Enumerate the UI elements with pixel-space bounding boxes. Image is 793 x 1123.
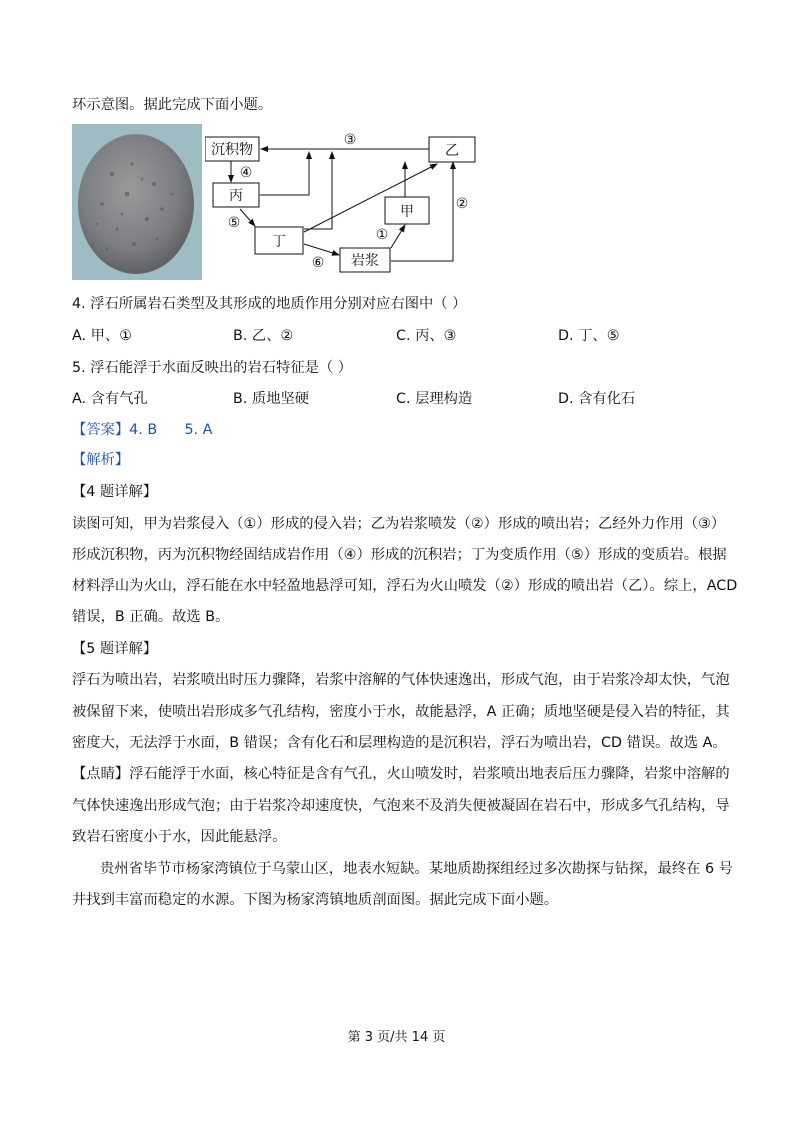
detail4-line-4: 错误，B 正确。故选 B。 — [72, 609, 230, 625]
q4-stem: 4. 浮石所属岩石类型及其形成的地质作用分别对应右图中（ ） — [72, 296, 467, 312]
detail4-line-2: 形成沉积物，丙为沉积物经固结成岩作用（④）形成的沉积岩；丁为变质作用（⑤）形成的变质岩。根据 — [72, 547, 727, 563]
analysis-label: 【解析】 — [72, 452, 130, 468]
q5-option-c: C. 层理构造 — [396, 391, 473, 407]
q5-option-a: A. 含有气孔 — [72, 391, 148, 407]
detail4-line-3: 材料浮山为火山，浮石能在水中轻盈地悬浮可知，浮石为火山喷发（②）形成的喷出岩（乙）。综上，ACD — [72, 578, 738, 594]
label-magma: 岩浆 — [351, 253, 379, 269]
page-footer: 第 3 页/共 14 页 — [347, 1030, 446, 1045]
arrow-label-4: ④ — [239, 165, 253, 181]
q4-option-c: C. 丙、③ — [396, 328, 457, 344]
q5-option-d: D. 含有化石 — [558, 391, 636, 407]
arrow-label-2: ② — [455, 196, 469, 212]
q4-option-b: B. 乙、② — [233, 328, 294, 344]
arrow-label-1: ① — [375, 227, 389, 243]
detail4-line-1: 读图可知，甲为岩浆侵入（①）形成的侵入岩；乙为岩浆喷发（②）形成的喷出岩；乙经外力作用（③） — [72, 516, 726, 532]
tip-line-2: 气体快速逸出形成气泡；由于岩浆冷却速度快，气泡来不及消失便被凝固在岩石中，形成多气孔结构，导 — [72, 798, 730, 814]
passage-line-2: 井找到丰富而稳定的水源。下图为杨家湾镇地质剖面图。据此完成下面小题。 — [72, 892, 559, 908]
arrow-label-5: ⑤ — [227, 215, 241, 231]
detail5-title: 【5 题详解】 — [72, 641, 158, 657]
label-ding: 丁 — [272, 234, 286, 250]
q4-option-a: A. 甲、① — [72, 328, 133, 344]
intro-tail: 环示意图。据此完成下面小题。 — [72, 97, 273, 113]
detail5-line-3: 密度大，无法浮于水面，B 错误；含有化石和层理构造的是沉积岩，浮石为喷出岩，CD 错误。故选 A。 — [72, 735, 727, 751]
rock-cycle-diagram — [205, 128, 485, 278]
label-yi: 乙 — [445, 143, 459, 159]
arrow-label-3: ③ — [343, 132, 357, 148]
arrow-label-6: ⑥ — [311, 255, 325, 271]
answer-line: 【答案】4. B 5. A — [72, 422, 213, 438]
tip-line-1: 【点睛】浮石能浮于水面，核心特征是含有气孔，火山喷发时，岩浆喷出地表后压力骤降，岩浆中溶解的 — [72, 766, 730, 782]
label-sediment: 沉积物 — [211, 142, 253, 158]
q5-stem: 5. 浮石能浮于水面反映出的岩石特征是（ ） — [72, 360, 353, 376]
passage-line-1: 贵州省毕节市杨家湾镇位于乌蒙山区，地表水短缺。某地质勘探组经过多次勘探与钻探，最终在 6 号 — [100, 861, 733, 877]
label-bing: 丙 — [229, 188, 243, 204]
detail4-title: 【4 题详解】 — [72, 484, 158, 500]
tip-line-3: 致岩石密度小于水，因此能悬浮。 — [72, 829, 287, 845]
label-jia: 甲 — [400, 204, 414, 220]
pumice-photo — [72, 124, 202, 280]
q4-option-d: D. 丁、⑤ — [558, 328, 620, 344]
detail5-line-1: 浮石为喷出岩，岩浆喷出时压力骤降，岩浆中溶解的气体快速逸出，形成气泡，由于岩浆冷却太快，气泡 — [72, 672, 730, 688]
q5-option-b: B. 质地坚硬 — [233, 391, 310, 407]
detail5-line-2: 被保留下来，使喷出岩形成多气孔结构，密度小于水，故能悬浮，A 正确；质地坚硬是侵入岩的特征，其 — [72, 704, 730, 720]
